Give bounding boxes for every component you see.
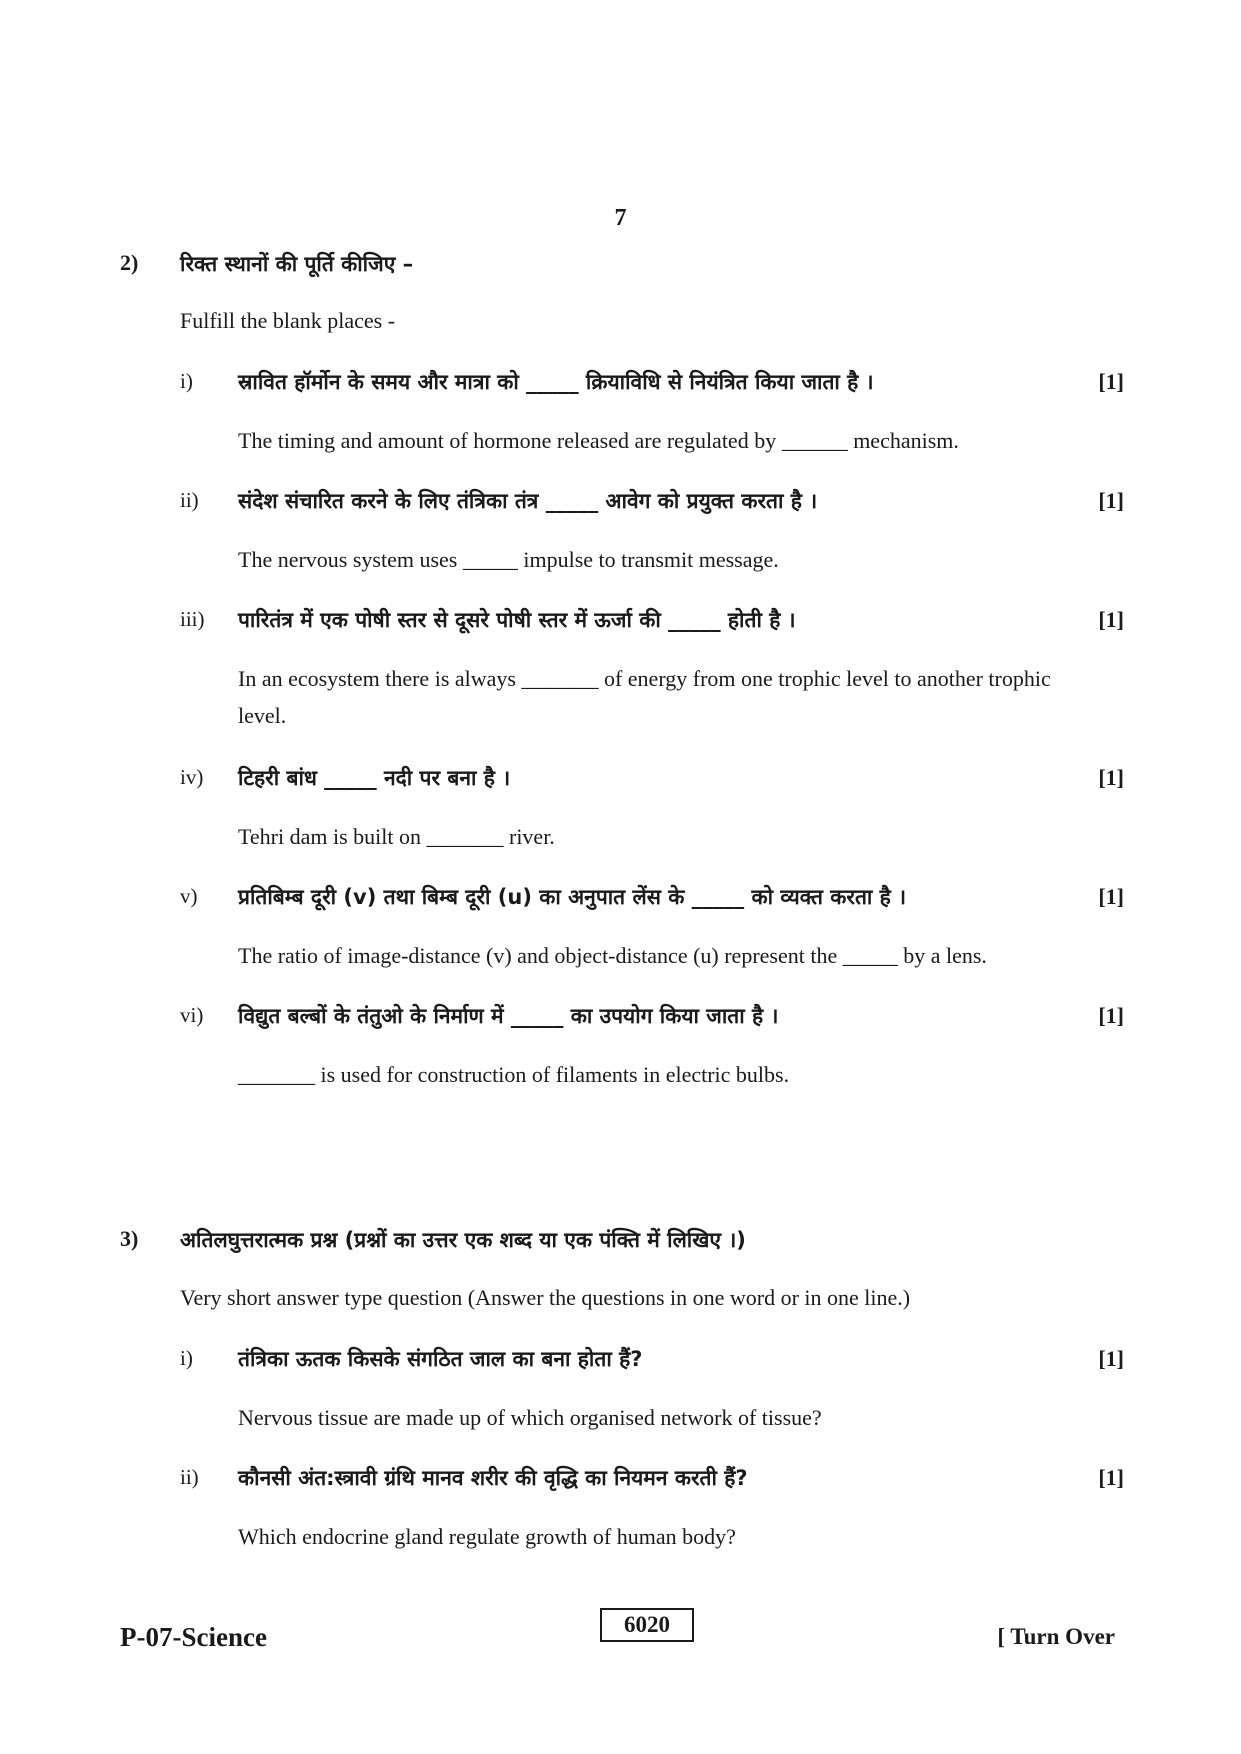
paper-code: P-07-Science [120,1622,267,1652]
question-title-hindi: रिक्त स्थानों की पूर्ति कीजिए – [180,252,414,276]
item-english: The nervous system uses _____ impulse to transmit message. [238,547,779,572]
item-marks: [1] [1098,765,1124,790]
question-title-english: Fulfill the blank places - [180,308,396,333]
item-marks: [1] [1098,369,1124,394]
item-english: _______ is used for construction of filaments in electric bulbs. [238,1062,790,1087]
item-marks: [1] [1098,488,1124,513]
item-marks: [1] [1098,1003,1124,1028]
item-marks: [1] [1098,1346,1124,1371]
item-hindi: स्रावित हॉर्मोन के समय और मात्रा को _____ क्रियाविधि से नियंत्रित किया जाता है । [238,370,874,394]
question-title-hindi: अतिलघुत्तरात्मक प्रश्न (प्रश्नों का उत्तर एक शब्द या एक पंक्ति में लिखिए ।) [180,1228,746,1252]
item-roman: i) [180,1346,193,1370]
item-english-continued: level. [238,703,287,728]
item-english: The timing and amount of hormone released are regulated by ______ mechanism. [238,428,959,453]
item-english: Tehri dam is built on _______ river. [238,824,555,849]
question-number: 3) [120,1226,139,1251]
item-hindi: पारितंत्र में एक पोषी स्तर से दूसरे पोषी स्तर में ऊर्जा की _____ होती है । [238,608,796,632]
item-marks: [1] [1098,607,1124,632]
item-roman: v) [180,884,198,908]
item-english: In an ecosystem there is always _______ of energy from one trophic level to another trophic [238,666,1051,691]
question-number: 2) [120,250,139,275]
item-hindi: प्रतिबिम्ब दूरी (v) तथा बिम्ब दूरी (u) का अनुपात लेंस के _____ को व्यक्त करता है । [238,885,907,909]
paper-number-box: 6020 [600,1608,694,1642]
item-hindi: कौनसी अंत:स्त्रावी ग्रंथि मानव शरीर की वृद्धि का नियमन करती हैं? [238,1466,748,1490]
item-english: Nervous tissue are made up of which organised network of tissue? [238,1405,822,1430]
item-roman: i) [180,369,193,393]
item-hindi: विद्युत बल्बों के तंतुओ के निर्माण में _____ का उपयोग किया जाता है । [238,1004,779,1028]
item-roman: vi) [180,1003,204,1027]
item-marks: [1] [1098,1465,1124,1490]
item-roman: ii) [180,488,199,512]
item-hindi: तंत्रिका ऊतक किसके संगठित जाल का बना होता हैं? [238,1347,643,1371]
item-marks: [1] [1098,884,1124,909]
item-english: Which endocrine gland regulate growth of human body? [238,1524,736,1549]
item-hindi: संदेश संचारित करने के लिए तंत्रिका तंत्र _____ आवेग को प्रयुक्त करता है । [238,489,818,513]
item-roman: iii) [180,607,205,631]
turn-over-label: [ Turn Over [997,1624,1115,1649]
item-english: The ratio of image-distance (v) and object-distance (u) represent the _____ by a lens. [238,943,987,968]
item-roman: iv) [180,765,204,789]
item-hindi: टिहरी बांध _____ नदी पर बना है । [238,766,511,790]
question-title-english: Very short answer type question (Answer the questions in one word or in one line.) [180,1285,911,1310]
item-roman: ii) [180,1465,199,1489]
page-number: 7 [614,205,627,231]
